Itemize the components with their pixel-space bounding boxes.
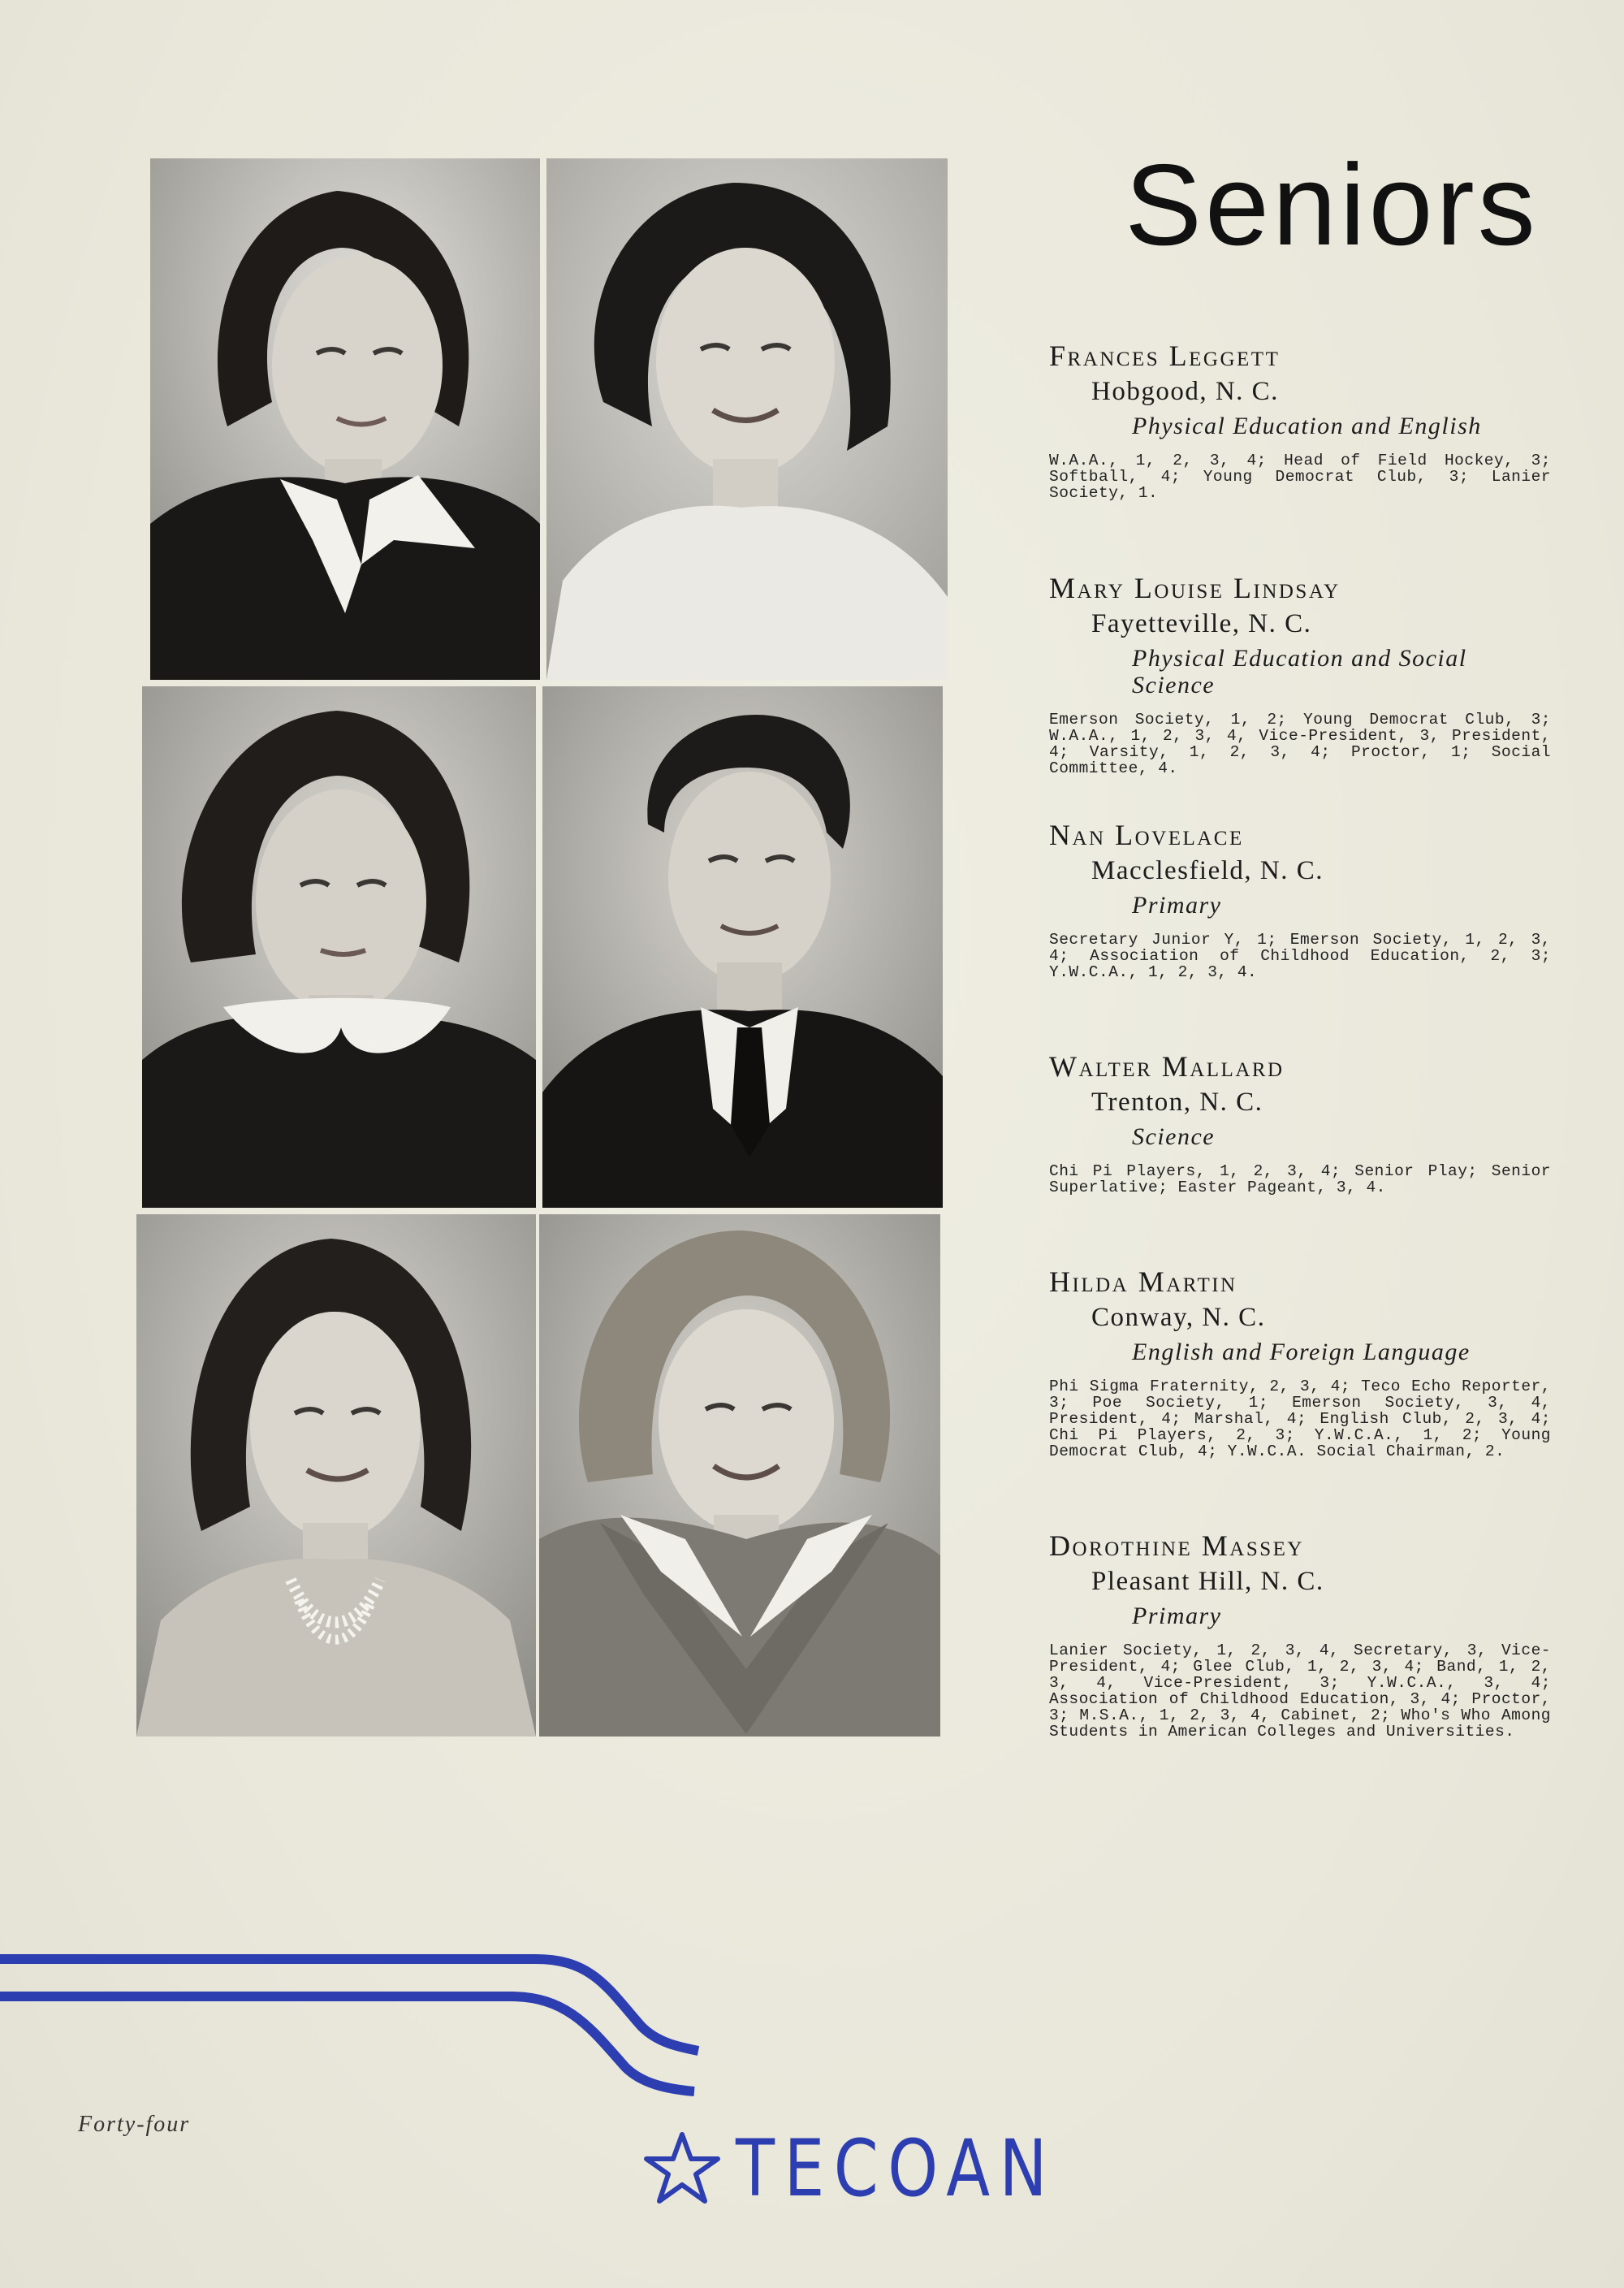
senior-entry (1049, 820, 1551, 980)
portrait-frances-leggett (150, 158, 540, 680)
senior-entry (1049, 573, 1551, 776)
senior-name: Frances Leggett (1049, 340, 1281, 372)
portrait-dorothine-massey (539, 1214, 940, 1737)
portrait-hilda-martin (136, 1214, 536, 1737)
senior-entry (1049, 1267, 1551, 1460)
senior-activities: Phi Sigma Fraternity, 2, 3, 4; Teco Echo Reporter, 3; Poe Society, 1; Emerson Society, 3, 4, President, 4; Marshal, 4; English Club, 2, 3, 4; Chi Pi Players, 2, 3; Y.W.C.A., 1, 2; Young Democrat Club, 4; Y.W.C.A. Social Chairman, 2. (1049, 1378, 1551, 1461)
senior-name: Walter Mallard (1049, 1050, 1285, 1083)
senior-name: Mary Louise Lindsay (1049, 572, 1341, 604)
senior-hometown: Hobgood, N. C. (1091, 376, 1279, 406)
senior-activities: Secretary Junior Y, 1; Emerson Society, 1, 2, 3, 4; Association of Childhood Education, 2, 3; Y.W.C.A., 1, 2, 3, 4. (1049, 931, 1551, 982)
senior-hometown: Conway, N. C. (1091, 1302, 1266, 1332)
senior-major: Primary (1132, 892, 1222, 919)
senior-name: Hilda Martin (1049, 1265, 1237, 1298)
portrait-mary-louise-lindsay (546, 158, 948, 680)
page-number: Forty-four (78, 2112, 191, 2137)
senior-name: Dorothine Massey (1049, 1529, 1304, 1562)
senior-major: Physical Education and English (1132, 413, 1482, 440)
senior-hometown: Macclesfield, N. C. (1091, 855, 1324, 885)
senior-major: Primary (1132, 1602, 1222, 1630)
senior-activities: W.A.A., 1, 2, 3, 4; Head of Field Hockey, 3; Softball, 4; Young Democrat Club, 3; Lanier Society, 1. (1049, 452, 1551, 503)
senior-major: English and Foreign Language (1132, 1339, 1471, 1366)
senior-hometown: Fayetteville, N. C. (1091, 608, 1312, 638)
senior-hometown: Trenton, N. C. (1091, 1087, 1263, 1117)
senior-name: Nan Lovelace (1049, 819, 1244, 851)
star-icon (641, 2128, 723, 2209)
senior-activities: Lanier Society, 1, 2, 3, 4, Secretary, 3, Vice-President, 4; Glee Club, 1, 2, 3, 4; Band, 1, 2, 3, 4, Vice-President, 3; Y.W.C.A., 3, 4; Association of Childhood Education, 3, 4; Proctor, 3; M.S.A., 1, 2, 3, 4, Cabinet, 2; Who's Who Among Students in American Colleges and Universities. (1049, 1641, 1551, 1741)
senior-major: Science (1132, 1123, 1216, 1151)
senior-entry (1049, 341, 1551, 501)
portrait-nan-lovelace (142, 686, 536, 1208)
tecoan-logo (641, 2123, 1127, 2214)
senior-activities: Emerson Society, 1, 2; Young Democrat Club, 3; W.A.A., 1, 2, 3, 4, Vice-President, 3, President, 4; Varsity, 1, 2, 3, 4; Proctor, 1; Social Committee, 4. (1049, 711, 1551, 778)
decorative-swoosh-lines (0, 1941, 715, 2120)
portrait-walter-mallard (542, 686, 943, 1208)
page-title: Seniors (1125, 141, 1539, 270)
senior-hometown: Pleasant Hill, N. C. (1091, 1566, 1324, 1596)
senior-major: Physical Education and Social Science (1132, 645, 1467, 699)
senior-entry (1049, 1531, 1551, 1740)
senior-activities: Chi Pi Players, 1, 2, 3, 4; Senior Play; Senior Superlative; Easter Pageant, 3, 4. (1049, 1162, 1551, 1197)
senior-entry (1049, 1052, 1551, 1196)
logo-text: TECOAN (736, 2123, 1056, 2214)
